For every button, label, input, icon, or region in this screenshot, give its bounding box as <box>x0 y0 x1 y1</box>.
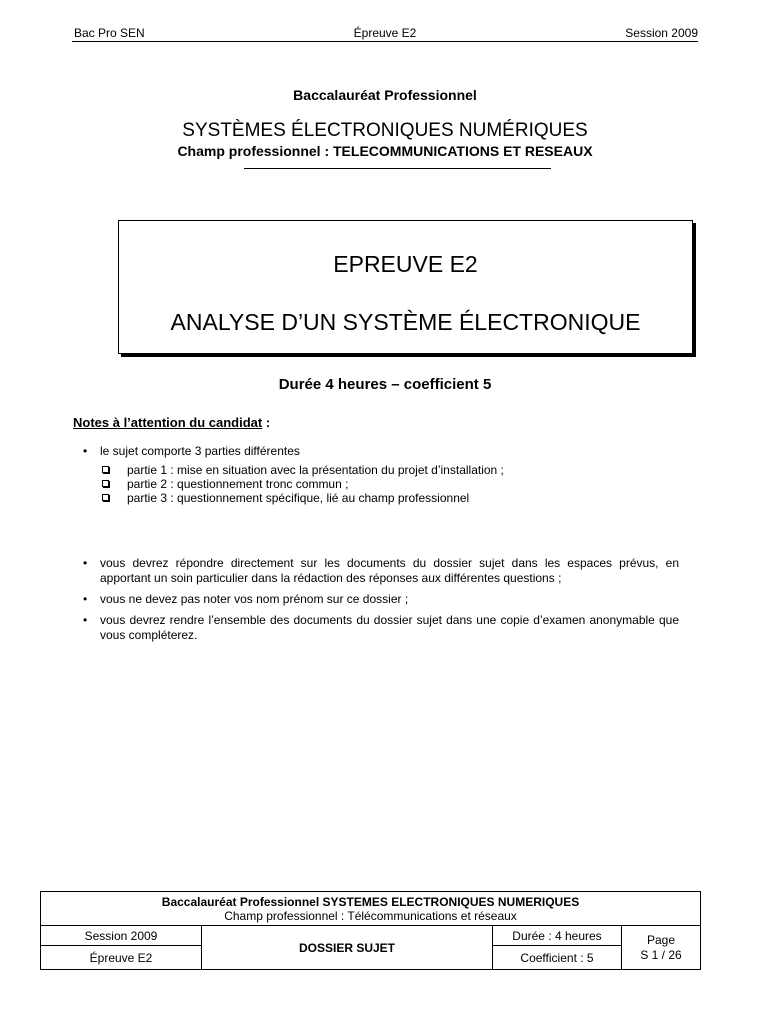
title-baccalaureat: Baccalauréat Professionnel <box>293 87 477 103</box>
header-left: Bac Pro SEN <box>74 26 145 40</box>
footer-title-cell <box>41 892 701 926</box>
notes-title-text: Notes à l’attention du candidat <box>73 415 263 430</box>
bullet-dot-icon: • <box>83 613 88 627</box>
bullet-dot-icon: • <box>83 444 88 458</box>
header-rule <box>72 41 698 42</box>
checkbox-square-icon <box>102 466 109 473</box>
note-bullet-4-text: vous devrez rendre l’ensemble des documents du dossier sujet dans une copie d’examen anonymable que vous compléterez. <box>100 613 679 642</box>
footer-title: Baccalauréat Professionnel SYSTEMES ELECTRONIQUES NUMERIQUES <box>161 894 580 909</box>
footer-table <box>40 891 701 970</box>
exam-duration: Durée 4 heures – coefficient 5 <box>278 376 492 393</box>
header-right: Session 2009 <box>625 26 698 40</box>
title-field: Champ professionnel : TELECOMMUNICATIONS ET RESEAUX <box>177 143 593 159</box>
footer-coefficient: Coefficient : 5 <box>493 946 622 970</box>
note-bullet-2 <box>83 556 679 586</box>
note-bullet-4 <box>83 613 679 643</box>
footer-dossier: DOSSIER SUJET <box>202 926 493 970</box>
footer-subtitle: Champ professionnel : Télécommunications et réseaux <box>224 908 517 923</box>
note-bullet-3 <box>83 592 679 607</box>
exam-subject: ANALYSE D’UN SYSTÈME ÉLECTRONIQUE <box>170 309 641 335</box>
footer-duree: Durée : 4 heures <box>493 926 622 946</box>
sub-item-3 <box>102 491 662 505</box>
footer-page-cell <box>622 926 701 970</box>
exam-title-box <box>118 220 693 354</box>
sub-item-2 <box>102 477 662 491</box>
footer-page-value: S 1 / 26 <box>640 947 682 962</box>
notes-title-suffix: : <box>262 415 271 430</box>
bullet-dot-icon: • <box>83 556 88 570</box>
checkbox-square-icon <box>102 480 109 487</box>
bullet-dot-icon: • <box>83 592 88 606</box>
sub-item-1 <box>102 463 662 477</box>
footer-epreuve: Épreuve E2 <box>41 946 202 970</box>
title-rule <box>244 168 551 169</box>
footer-session: Session 2009 <box>41 926 202 946</box>
header-center: Épreuve E2 <box>353 26 417 40</box>
sub-item-2-text: partie 2 : questionnement tronc commun ; <box>127 477 349 491</box>
checkbox-square-icon <box>102 494 109 501</box>
sub-item-1-text: partie 1 : mise en situation avec la présentation du projet d’installation ; <box>127 463 504 477</box>
exam-name: EPREUVE E2 <box>333 251 478 277</box>
notes-title <box>73 415 270 430</box>
note-bullet-1-text: le sujet comporte 3 parties différentes <box>100 444 300 458</box>
title-specialty: SYSTÈMES ÉLECTRONIQUES NUMÉRIQUES <box>182 120 588 141</box>
footer-page-label: Page <box>646 932 676 947</box>
note-bullet-2-text: vous devrez répondre directement sur les documents du dossier sujet dans les espaces prévus, en apportant un soin particulier dans la rédaction des réponses aux différentes questions ; <box>100 556 679 585</box>
sub-item-3-text: partie 3 : questionnement spécifique, lié au champ professionnel <box>127 491 470 505</box>
note-bullet-3-text: vous ne devez pas noter vos nom prénom sur ce dossier ; <box>100 592 409 606</box>
